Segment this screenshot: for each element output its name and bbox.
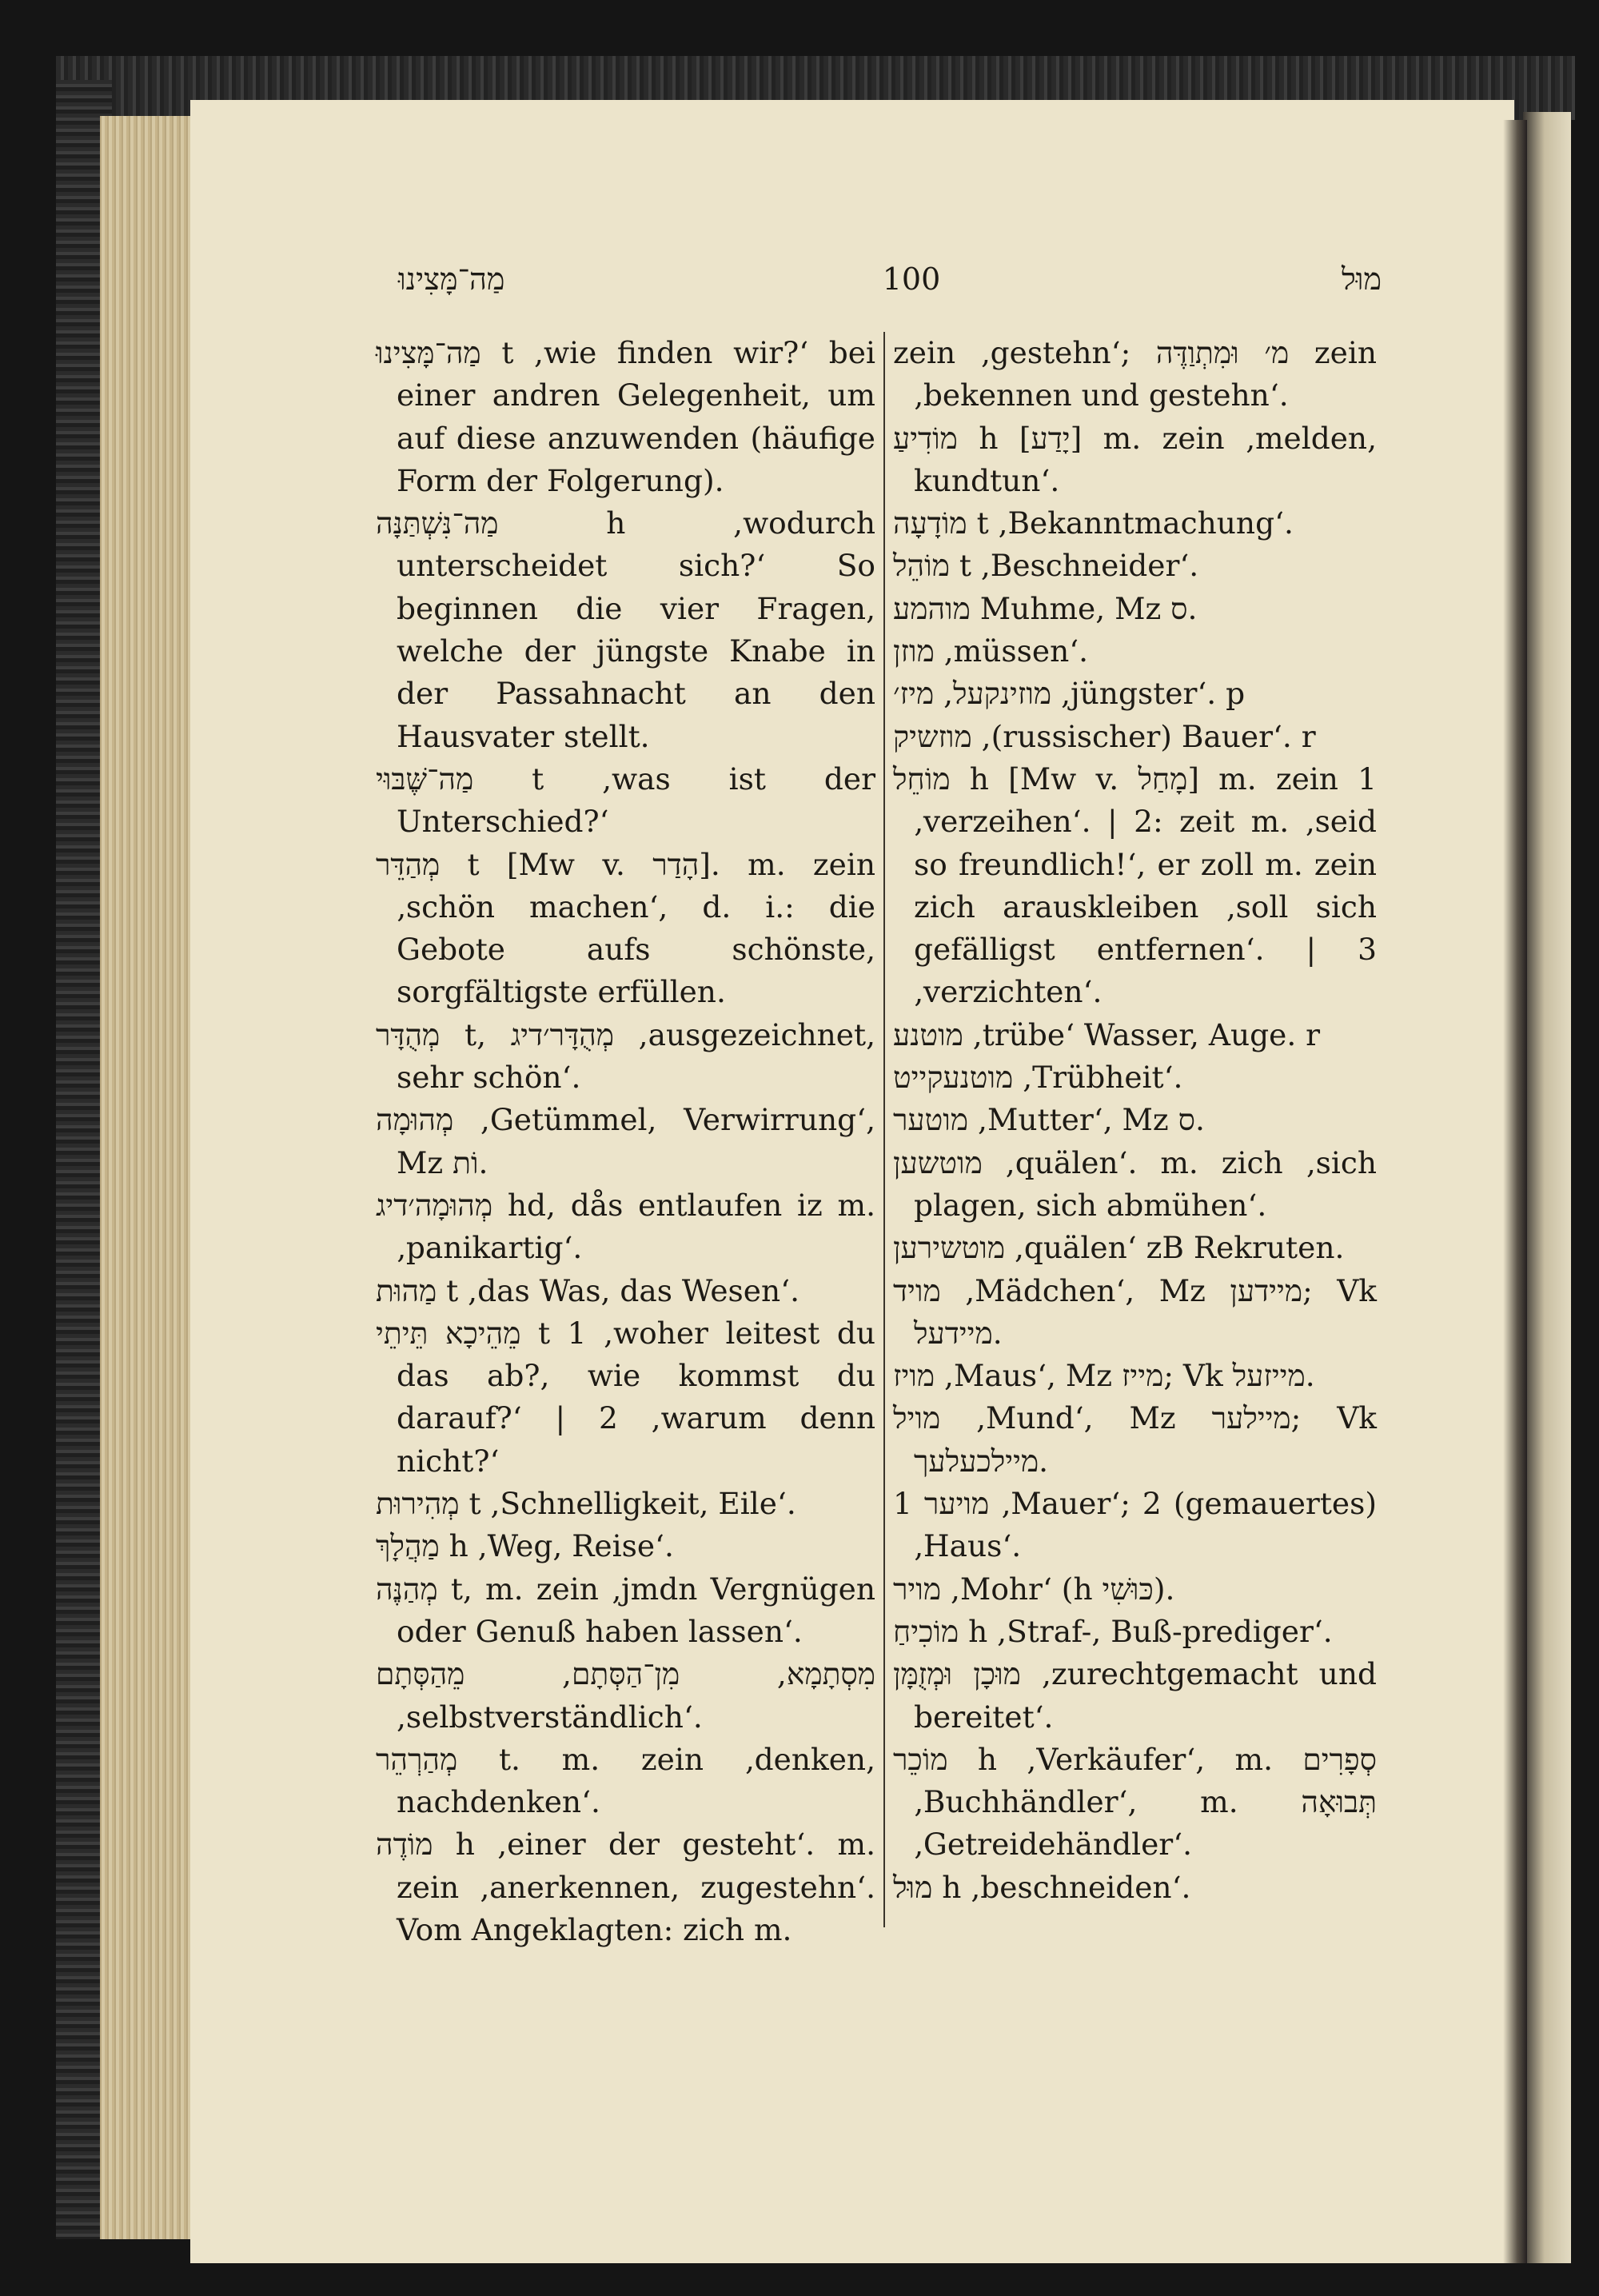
dictionary-entry: מוטנעקייט ,Trübheit‘. <box>893 1060 1183 1096</box>
dictionary-entry: zein ‚gestehn‘; מ׳ וּמִתְוַדֶּה zein ‚bekennen und gestehn‘. <box>893 335 1377 413</box>
dictionary-entry: מְהֻדָּר t, מְהֻדָּר׳דיג ,ausgezeichnet, sehr schön‘. <box>376 1016 875 1096</box>
page-edges <box>100 116 196 2239</box>
dictionary-entry: מויר ,Mohr‘ (h כּוּשִׁי). <box>893 1571 1175 1607</box>
dictionary-entry: מְהַרְהֵר t. m. zein ‚denken, nachdenken‘. <box>376 1741 875 1820</box>
page-gutter <box>1503 120 1527 2263</box>
dictionary-entry: מוזשיק ,(russischer) Bauer‘. r <box>893 718 1316 754</box>
dictionary-entry: מְהוּמָה ,Getümmel, Verwirrung‘, Mz וֹת. <box>376 1102 875 1180</box>
dictionary-entry: מויז ,Maus‘, Mz מייז; Vk מייזעל. <box>893 1358 1315 1394</box>
dictionary-entry: מוֹדֶה h ,einer der gesteht‘. m. zein ‚anerkennen, zugestehn‘. Vom Angeklagten: zich m. <box>376 1827 875 1947</box>
dictionary-entry: מוהמע Muhme, Mz ס. <box>893 590 1198 626</box>
dictionary-entry: מוזן ,müssen‘. <box>893 633 1089 669</box>
dictionary-entry: מוֹדִיעַ h [יָדַע] m. zein ‚melden, kundtun‘. <box>893 420 1377 498</box>
dictionary-entry: מוטער ,Mutter‘, Mz ס. <box>893 1102 1205 1138</box>
column-divider <box>883 332 885 1927</box>
dictionary-entry: מְהִירוּת t ,Schnelligkeit, Eile‘. <box>376 1486 796 1522</box>
dictionary-entry: מויל ,Mund‘, Mz מיילער; Vk מיילכעלעך. <box>893 1400 1378 1479</box>
guide-word-right: מוּל <box>1342 262 1382 297</box>
dictionary-entry: מוּכָן וּמְזֻמָּן ,zurechtgemacht und bereitet‘. <box>893 1656 1377 1735</box>
dictionary-entry: מֵהֵיכָא תֵּיתֵי t 1 ,woher leitest du das ab?, wie kommst du darauf?‘ | 2 ,warum denn nicht?‘ <box>376 1315 876 1479</box>
dictionary-entry: מַה־שֶּׁבּוּי t ,was ist der Unterschied?‘ <box>376 761 875 840</box>
dictionary-entry: מוֹחֵל h [Mw v. מָחַל] m. zein 1 ‚verzeihen‘. | 2: zeit m. ‚seid so freundlich!‘, er zoll m. zein zich arauskleiben ‚soll sich gefälligst entfernen‘. | 3 ‚verzichten‘. <box>893 761 1377 1010</box>
dictionary-entry: מויד ,Mädchen‘, Mz מיידען; Vk מיידעל. <box>893 1272 1378 1351</box>
dictionary-entry: מִסְתָמָא, מִן־הַסְּתָם, מֵהַסְּתָם ,selbstverständlich‘. <box>376 1656 875 1735</box>
dictionary-entry: מוֹדָעָה t ,Bekanntmachung‘. <box>893 505 1294 541</box>
dictionary-entry: מוֹהֵל t ,Beschneider‘. <box>893 548 1199 584</box>
dictionary-entry: מְהַנֶּה t, m. zein ‚jmdn Vergnügen oder Genuß haben lassen‘. <box>376 1571 875 1649</box>
dictionary-entry: מוטנע ,trübe‘ Wasser, Auge. r <box>893 1016 1321 1052</box>
guide-word-left: מַה־מָּצִינוּ <box>398 262 505 297</box>
dictionary-entry: מוזינקעל, מיז׳ ,jüngster‘. p <box>893 676 1246 712</box>
dictionary-entry: מוֹכֵר h ,Verkäufer‘, m. סְפָרִים ‚Buchhändler‘, m. תְּבוּאָה ‚Getreidehändler‘. <box>893 1741 1377 1863</box>
dictionary-entry: מוטשען ,quälen‘. m. zich ‚sich plagen, sich abmühen‘. <box>893 1144 1377 1223</box>
dictionary-entry: מויער 1 ‚Mauer‘; 2 (gemauertes) ‚Haus‘. <box>893 1486 1377 1564</box>
dictionary-entry: מוּל h ,beschneiden‘. <box>893 1869 1191 1905</box>
page-number: 100 <box>882 262 941 297</box>
facing-page-edge <box>1523 112 1571 2263</box>
dictionary-entry: מַה־מָּצִינוּ t ,wie finden wir?‘ bei einer andren Gelegenheit, um auf diese anzuwenden (häufige Form der Folgerung). <box>376 335 875 498</box>
dictionary-entry: מְהַדֵּר t [Mw v. הָדַר]. m. zein ‚schön machen‘, d. i.: die Gebote aufs schönste, sorgfältigste erfüllen. <box>376 846 875 1010</box>
right-column <box>893 332 1377 1909</box>
dictionary-entry: מְהוּמָה׳דיג hd, dås entlaufen iz m. ‚panikartig‘. <box>376 1187 875 1266</box>
dictionary-entry: מַהֲלָךְ h ,Weg, Reise‘. <box>376 1528 674 1564</box>
dictionary-entry: מוטשירען ,quälen‘ zB Rekruten. <box>893 1230 1345 1266</box>
dictionary-entry: מַהוּת t ,das Was, das Wesen‘. <box>376 1272 800 1308</box>
left-column <box>376 332 875 1951</box>
dictionary-entry: מַה־נִּשְׁתַּנָּה h ,wodurch unterscheidet sich?‘ So beginnen die vier Fragen, welche der jüngste Knabe in der Passahnacht an den Hausvater stellt. <box>376 505 875 754</box>
dictionary-entry: מוֹכִיחַ h ,Straf-, Buß-prediger‘. <box>893 1613 1333 1649</box>
